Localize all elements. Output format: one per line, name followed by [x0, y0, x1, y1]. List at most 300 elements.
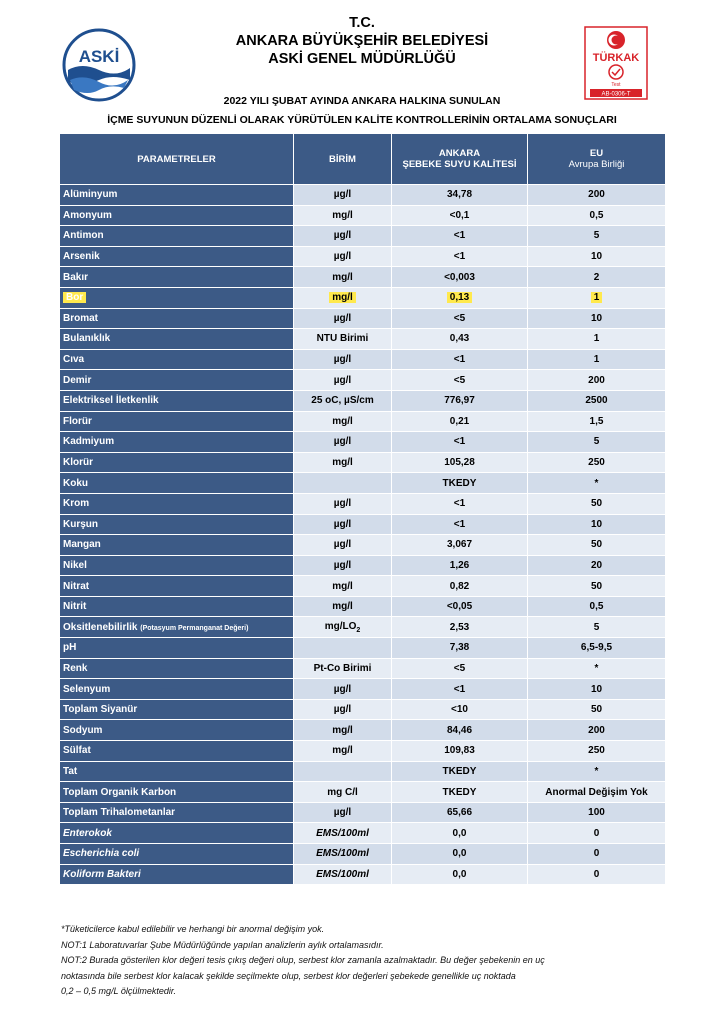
eu-value: 50: [590, 580, 603, 592]
cell-ankara: [392, 865, 527, 885]
eu-value: *: [594, 765, 599, 777]
header-ankara-line1: ANKARA: [438, 148, 481, 159]
cell-parameter: [60, 638, 293, 658]
cell-ankara: [392, 206, 527, 226]
note-line: NOT:1 Laboratuvarlar Şube Müdürlüğünde yapılan analizlerin aylık ortalamasıdır.: [61, 939, 384, 950]
cell-ankara: [392, 329, 527, 349]
cell-parameter: [60, 762, 293, 782]
cell-ankara: [392, 453, 527, 473]
cell-ankara: [392, 762, 527, 782]
cell-parameter: [60, 576, 293, 596]
eu-value: 250: [588, 457, 605, 469]
ankara-value: TKEDY: [442, 786, 477, 798]
cell-parameter: [60, 741, 293, 761]
cell-parameter: [60, 494, 293, 514]
parameter-name: Bromat: [63, 312, 99, 324]
eu-value: 100: [588, 807, 605, 819]
table-row: [60, 556, 665, 576]
header-eu: [528, 134, 665, 184]
parameter-name: Alüminyum: [63, 189, 118, 201]
cell-ankara: [392, 515, 527, 535]
eu-value: 1,5: [589, 415, 604, 427]
water-quality-table: [59, 133, 666, 885]
cell-eu: [528, 679, 665, 699]
ankara-value: 84,46: [446, 724, 473, 736]
cell-unit: [294, 473, 391, 493]
cell-ankara: [392, 309, 527, 329]
cell-eu: [528, 844, 665, 864]
cell-ankara: [392, 720, 527, 740]
header-unit: BİRİM: [294, 134, 391, 184]
table-row: [60, 432, 665, 452]
unit-value: µg/l: [333, 498, 352, 510]
ankara-value: 0,21: [449, 415, 470, 427]
cell-parameter: [60, 391, 293, 411]
cell-ankara: [392, 700, 527, 720]
cell-parameter: [60, 267, 293, 287]
parameter-note: (Potasyum Permanganat Değeri): [140, 624, 249, 632]
unit-value: µg/l: [333, 354, 352, 366]
ankara-value: 7,38: [449, 642, 470, 654]
cell-unit: [294, 288, 391, 308]
svg-text:ASKİ: ASKİ: [78, 47, 120, 66]
cell-parameter: [60, 844, 293, 864]
cell-ankara: [392, 267, 527, 287]
cell-parameter: [60, 782, 293, 802]
cell-eu: [528, 617, 665, 637]
eu-value: 5: [593, 230, 600, 242]
parameter-name: Cıva: [63, 354, 85, 366]
eu-value: 2: [593, 271, 600, 283]
notes-section: [61, 922, 661, 1000]
parameter-name: Nikel: [63, 559, 87, 571]
header-eu-line1: EU: [589, 148, 604, 159]
cell-parameter: [60, 535, 293, 555]
table-row: [60, 350, 665, 370]
ankara-value: <1: [453, 436, 466, 448]
parameter-name: Koliform Bakteri: [63, 868, 141, 880]
cell-parameter: [60, 659, 293, 679]
parameter-name: Mangan: [63, 539, 101, 551]
parameter-name: Kadmiyum: [63, 436, 115, 448]
cell-unit: [294, 782, 391, 802]
table-row: [60, 576, 665, 596]
title-line-2: ANKARA BÜYÜKŞEHİR BELEDİYESİ: [235, 33, 489, 49]
eu-value: 2500: [585, 395, 608, 407]
eu-value: 20: [590, 559, 603, 571]
ankara-value: 0,43: [449, 333, 470, 345]
unit-value: µg/l: [333, 374, 352, 386]
cell-ankara: [392, 288, 527, 308]
cell-eu: [528, 391, 665, 411]
cell-ankara: [392, 597, 527, 617]
ankara-value: 776,97: [444, 395, 475, 407]
cell-ankara: [392, 535, 527, 555]
cell-eu: [528, 700, 665, 720]
ankara-value: 0,0: [452, 848, 467, 860]
parameter-name: Demir: [63, 374, 92, 386]
table-row: [60, 762, 665, 782]
unit-value: mg/l: [332, 601, 353, 613]
cell-parameter: [60, 350, 293, 370]
parameter-name: Sülfat: [63, 745, 91, 757]
unit-value: $mg/LO_2$: [324, 620, 361, 634]
ankara-value: 2,53: [449, 621, 470, 633]
cell-unit: [294, 412, 391, 432]
unit-value: mg/l: [329, 292, 356, 303]
table-row: [60, 638, 665, 658]
cell-eu: [528, 865, 665, 885]
table-row: [60, 782, 665, 802]
table-row: [60, 391, 665, 411]
eu-value: 1: [591, 292, 603, 303]
cell-eu: [528, 535, 665, 555]
cell-eu: [528, 432, 665, 452]
cell-parameter: [60, 617, 293, 637]
unit-value: µg/l: [333, 683, 352, 695]
table-row: [60, 453, 665, 473]
cell-parameter: [60, 432, 293, 452]
unit-value: µg/l: [333, 230, 352, 242]
ankara-value: <5: [453, 374, 466, 386]
cell-parameter: [60, 247, 293, 267]
cell-unit: [294, 638, 391, 658]
table-row: [60, 473, 665, 493]
ankara-value: 0,0: [452, 827, 467, 839]
table-row: [60, 185, 665, 205]
note-line: 0,2 – 0,5 mg/L ölçülmektedir.: [61, 986, 177, 996]
table-body: [60, 185, 665, 884]
cell-parameter: [60, 453, 293, 473]
unit-value: mg/l: [332, 745, 353, 757]
table-row: [60, 206, 665, 226]
table-row: [60, 329, 665, 349]
svg-text:Test: Test: [611, 82, 621, 88]
unit-value: µg/l: [333, 704, 352, 716]
eu-value: 5: [593, 621, 600, 633]
cell-parameter: [60, 412, 293, 432]
parameter-name: Antimon: [63, 230, 104, 242]
table-row: [60, 659, 665, 679]
table-header-row: [60, 134, 665, 184]
unit-value: EMS/100ml: [316, 868, 369, 880]
header-eu-line2: Avrupa Birliği: [568, 159, 625, 170]
cell-parameter: [60, 597, 293, 617]
cell-ankara: [392, 556, 527, 576]
cell-eu: [528, 556, 665, 576]
cell-parameter: [60, 823, 293, 843]
ankara-value: <0,003: [444, 271, 475, 283]
cell-ankara: [392, 350, 527, 370]
cell-eu: [528, 185, 665, 205]
parameter-name: Florür: [63, 415, 92, 427]
cell-eu: [528, 515, 665, 535]
cell-parameter: [60, 556, 293, 576]
parameter-name: Toplam Trihalometanlar: [63, 807, 176, 819]
cell-unit: [294, 823, 391, 843]
cell-unit: [294, 535, 391, 555]
cell-eu: [528, 494, 665, 514]
svg-text:TÜRKAK: TÜRKAK: [592, 52, 640, 64]
note-line: NOT:2 Burada gösterilen klor değeri tesis çıkış değeri olup, serbest klor zamanla azalmaktadır. Bu değer şebekenin en uç: [61, 955, 545, 965]
cell-eu: [528, 638, 665, 658]
cell-ankara: [392, 412, 527, 432]
parameter-name: Selenyum: [63, 683, 111, 695]
table-row: [60, 370, 665, 390]
cell-eu: [528, 267, 665, 287]
unit-value: µg/l: [333, 559, 352, 571]
cell-unit: [294, 679, 391, 699]
cell-parameter: [60, 865, 293, 885]
unit-value: µg/l: [333, 251, 352, 263]
unit-value: mg C/l: [327, 786, 358, 798]
unit-value: EMS/100ml: [316, 827, 369, 839]
table-row: [60, 494, 665, 514]
table-row: [60, 597, 665, 617]
parameter-name: Sodyum: [63, 724, 103, 736]
cell-parameter: [60, 370, 293, 390]
unit-value: µg/l: [333, 518, 352, 530]
ankara-value: TKEDY: [442, 477, 477, 489]
table-row: [60, 679, 665, 699]
parameter-name: Klorür: [63, 457, 93, 469]
parameter-name: Nitrit: [63, 601, 87, 613]
cell-eu: [528, 329, 665, 349]
eu-value: 50: [590, 498, 603, 510]
parameter-name: Koku: [63, 477, 88, 489]
cell-eu: [528, 473, 665, 493]
eu-value: 1: [593, 333, 600, 345]
cell-unit: [294, 267, 391, 287]
header-ankara: [392, 134, 527, 184]
cell-unit: [294, 617, 391, 637]
eu-value: 0,5: [589, 601, 604, 613]
parameter-name: Oksitlenebilirlik: [63, 621, 138, 633]
cell-ankara: [392, 617, 527, 637]
cell-eu: [528, 370, 665, 390]
ankara-value: <1: [453, 354, 466, 366]
table-row: [60, 741, 665, 761]
cell-eu: [528, 412, 665, 432]
cell-unit: [294, 556, 391, 576]
cell-unit: [294, 515, 391, 535]
cell-parameter: [60, 206, 293, 226]
title-block: [150, 14, 574, 68]
title-line-3: ASKİ GENEL MÜDÜRLÜĞÜ: [268, 51, 456, 67]
unit-value: EMS/100ml: [316, 848, 369, 860]
ankara-value: <1: [453, 230, 466, 242]
eu-value: 0: [593, 827, 600, 839]
ankara-value: 3,067: [446, 539, 473, 551]
table-row: [60, 515, 665, 535]
cell-ankara: [392, 185, 527, 205]
eu-value: 1: [593, 354, 600, 366]
ankara-value: 109,83: [444, 745, 475, 757]
cell-unit: [294, 576, 391, 596]
cell-ankara: [392, 679, 527, 699]
cell-unit: [294, 453, 391, 473]
unit-value: µg/l: [333, 312, 352, 324]
cell-eu: [528, 206, 665, 226]
eu-value: 0: [593, 848, 600, 860]
parameter-name: Bakır: [63, 271, 89, 283]
unit-value: 25 oC, µS/cm: [311, 395, 374, 407]
unit-value: mg/l: [332, 415, 353, 427]
table-row: [60, 823, 665, 843]
ankara-value: <10: [451, 704, 468, 716]
cell-unit: [294, 309, 391, 329]
unit-value: mg/l: [332, 457, 353, 469]
cell-unit: [294, 206, 391, 226]
table-row: [60, 844, 665, 864]
table-row: [60, 247, 665, 267]
cell-eu: [528, 782, 665, 802]
cell-parameter: [60, 515, 293, 535]
unit-value: mg/l: [332, 271, 353, 283]
unit-value: µg/l: [333, 436, 352, 448]
title-line-1: T.C.: [349, 15, 375, 31]
svg-text:AB-0306-T: AB-0306-T: [601, 91, 631, 98]
eu-value: 5: [593, 436, 600, 448]
eu-value: 50: [590, 539, 603, 551]
subtitle-2: İÇME SUYUNUN DÜZENLİ OLARAK YÜRÜTÜLEN KALİTE KONTROLLERİNİN ORTALAMA SONUÇLARI: [107, 114, 617, 126]
ankara-value: <5: [453, 312, 466, 324]
table-row: [60, 803, 665, 823]
cell-unit: [294, 865, 391, 885]
eu-value: 10: [590, 683, 603, 695]
parameter-name: Tat: [63, 765, 78, 777]
cell-ankara: [392, 823, 527, 843]
cell-unit: [294, 391, 391, 411]
cell-unit: [294, 597, 391, 617]
header-parameters: PARAMETRELER: [60, 134, 293, 184]
cell-unit: [294, 803, 391, 823]
ankara-value: <0,05: [446, 601, 473, 613]
cell-unit: [294, 226, 391, 246]
cell-eu: [528, 823, 665, 843]
cell-unit: [294, 762, 391, 782]
cell-ankara: [392, 432, 527, 452]
eu-value: Anormal Değişim Yok: [545, 786, 648, 798]
unit-value: µg/l: [333, 807, 352, 819]
unit-value: mg/l: [332, 209, 353, 221]
cell-unit: [294, 844, 391, 864]
cell-unit: [294, 494, 391, 514]
cell-unit: [294, 329, 391, 349]
cell-eu: [528, 288, 665, 308]
table-row: [60, 267, 665, 287]
unit-value: µg/l: [333, 189, 352, 201]
parameter-name: Enterokok: [63, 827, 112, 839]
cell-eu: [528, 247, 665, 267]
table-row: [60, 700, 665, 720]
eu-value: *: [594, 477, 599, 489]
eu-value: 6,5-9,5: [580, 642, 613, 654]
cell-unit: [294, 247, 391, 267]
cell-parameter: [60, 185, 293, 205]
table-row: [60, 865, 665, 885]
cell-eu: [528, 597, 665, 617]
parameter-name: Bor: [63, 292, 86, 303]
parameter-name: Bulanıklık: [63, 333, 111, 345]
aski-logo: [62, 28, 136, 102]
unit-value: µg/l: [333, 539, 352, 551]
ankara-value: 0,0: [452, 868, 467, 880]
unit-value: mg/l: [332, 724, 353, 736]
table-row: [60, 535, 665, 555]
parameter-name: Toplam Organik Karbon: [63, 786, 177, 798]
ankara-value: TKEDY: [442, 765, 477, 777]
eu-value: 10: [590, 518, 603, 530]
ankara-value: <1: [453, 683, 466, 695]
cell-unit: [294, 432, 391, 452]
unit-value: NTU Birimi: [316, 333, 369, 345]
ankara-value: <5: [453, 662, 466, 674]
cell-eu: [528, 350, 665, 370]
cell-parameter: [60, 473, 293, 493]
note-line: *Tüketicilerce kabul edilebilir ve herhangi bir anormal değişim yok.: [61, 924, 325, 934]
eu-value: 250: [588, 745, 605, 757]
cell-eu: [528, 453, 665, 473]
note-line: noktasında bile serbest klor kalacak şekilde seçilmekte olup, serbest klor değerleri şebekede genellikle uç noktada: [61, 970, 516, 981]
cell-eu: [528, 659, 665, 679]
cell-parameter: [60, 679, 293, 699]
parameter-name: Arsenik: [63, 251, 100, 263]
table-row: [60, 617, 665, 637]
eu-value: 10: [590, 251, 603, 263]
table-row: [60, 226, 665, 246]
cell-ankara: [392, 803, 527, 823]
cell-ankara: [392, 844, 527, 864]
cell-parameter: [60, 803, 293, 823]
parameter-name: Nitrat: [63, 580, 90, 592]
cell-ankara: [392, 638, 527, 658]
eu-value: 200: [588, 724, 605, 736]
turkak-logo: [584, 26, 648, 100]
cell-eu: [528, 309, 665, 329]
cell-ankara: [392, 494, 527, 514]
cell-ankara: [392, 391, 527, 411]
header-ankara-line2: ŞEBEKE SUYU KALİTESİ: [402, 159, 517, 170]
cell-eu: [528, 576, 665, 596]
cell-ankara: [392, 247, 527, 267]
cell-ankara: [392, 226, 527, 246]
cell-parameter: [60, 309, 293, 329]
cell-parameter: [60, 700, 293, 720]
ankara-value: 0,13: [447, 292, 472, 303]
unit-value: Pt-Co Birimi: [313, 662, 372, 674]
parameter-name: Elektriksel İletkenlik: [63, 395, 159, 407]
cell-unit: [294, 659, 391, 679]
cell-parameter: [60, 329, 293, 349]
cell-ankara: [392, 782, 527, 802]
parameter-name: Kurşun: [63, 518, 98, 530]
parameter-name: Renk: [63, 662, 88, 674]
ankara-value: <1: [453, 251, 466, 263]
cell-ankara: [392, 473, 527, 493]
table-row: [60, 288, 665, 308]
cell-ankara: [392, 370, 527, 390]
ankara-value: <1: [453, 518, 466, 530]
ankara-value: 0,82: [449, 580, 470, 592]
ankara-value: 34,78: [446, 189, 473, 201]
cell-ankara: [392, 741, 527, 761]
cell-eu: [528, 762, 665, 782]
cell-unit: [294, 350, 391, 370]
subtitle-1: 2022 YILI ŞUBAT AYINDA ANKARA HALKINA SUNULAN: [223, 95, 501, 107]
cell-eu: [528, 226, 665, 246]
cell-unit: [294, 370, 391, 390]
